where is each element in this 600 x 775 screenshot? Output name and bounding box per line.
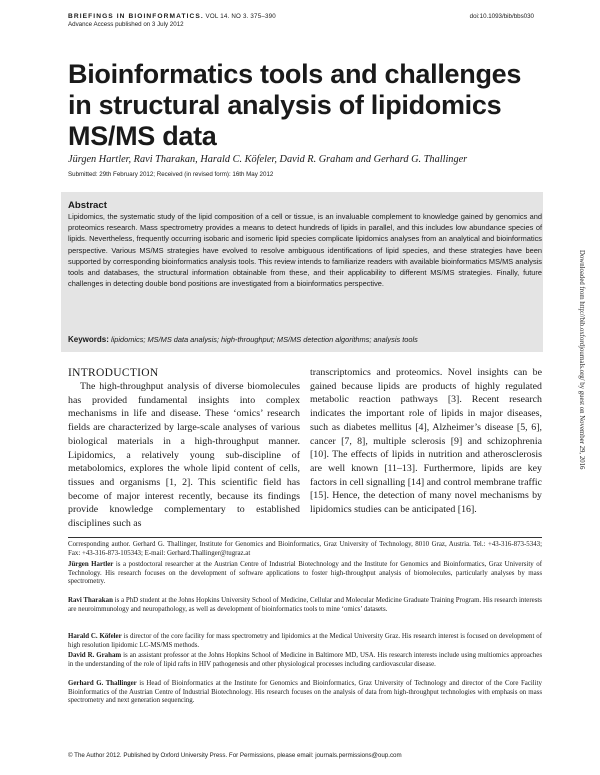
author-bio-name: Jürgen Hartler — [68, 561, 114, 568]
corresponding-author-note: Corresponding author. Gerhard G. Thallinger, Institute for Genomics and Bioinformatics, Graz University of Technology, 8010 Graz, Austria. Tel.: +43-316-873-5343; Fax: +43-316-873-105343; E-mail: Gerhard.Thallinger@tugraz.at — [68, 541, 542, 557]
advance-access-line: Advance Access published on 3 July 2012 — [68, 21, 184, 28]
doi-label: doi:10.1093/bib/bbs030 — [469, 13, 534, 20]
journal-volume: VOL 14. NO 3. 375–390 — [205, 13, 276, 20]
author-bio — [68, 652, 542, 669]
author-bio — [68, 633, 542, 650]
journal-header — [68, 13, 276, 29]
submission-dates: Submitted: 29th February 2012; Received (in revised form): 16th May 2012 — [68, 171, 274, 178]
abstract-heading: Abstract — [68, 200, 107, 211]
journal-name: BRIEFINGS IN BIOINFORMATICS. — [68, 13, 204, 20]
keywords-list: lipidomics; MS/MS data analysis; high-throughput; MS/MS detection algorithms; analysis tools — [110, 335, 418, 344]
introduction-heading: INTRODUCTION — [68, 367, 159, 379]
author-bio-name: Gerhard G. Thallinger — [68, 680, 137, 687]
author-bio — [68, 561, 542, 587]
footnote-divider — [68, 537, 542, 538]
author-bio-text: is an assistant professor at the Johns Hopkins School of Medicine in Baltimore MD, USA. His research interests include using multiomics approaches in the understanding of the role of lipid rafts in HIV pathogenesis and other physiological processes including cardiovascular disease. — [68, 652, 543, 668]
author-bio — [68, 597, 542, 614]
author-bio-text: is Head of Bioinformatics at the Institute for Genomics and Bioinformatics, Graz University of Technology and director of the Core Facility Bioinformatics of the Austrian Centre of Industrial Biotechnology. His research focuses on the analysis of data from high-throughput technologies with emphasis on mass spectrometry and next generation sequencing. — [68, 680, 542, 705]
abstract-text: Lipidomics, the systematic study of the lipid composition of a cell or tissue, is an invaluable complement to knowledge gained by genomics and proteomics research. Mass spectrometry provides a means to detect hundreds of lipids in parallel, and this includes low abundance species of lipids. Nevertheless, frequently occurring isobaric and isomeric lipid species complicate lipidomics analyses from an analytical and bioinformatics perspective. Various MS/MS strategies have evolved to resolve ambiguous identifications of lipid species, and these strategies have been supported by corresponding bioinformatics analysis tools. This review intends to familiarize readers with available bioinformatics MS/MS analysis tools and databases, the structural information obtainable from these, and their applicability to different MS/MS strategies. Finally, future challenges in detecting double bond positions are investigated from a bioinformatics perspective. — [68, 212, 542, 289]
author-bio-name: Ravi Tharakan — [68, 597, 113, 604]
article-title: Bioinformatics tools and challenges in structural analysis of lipidomics MS/MS data — [68, 59, 522, 151]
author-bio-text: is a postdoctoral researcher at the Austrian Centre of Industrial Biotechnology and the Institute for Genomics and Bioinformatics, Graz University of Technology. His research focuses on the development of software applications to foster high-throughput analysis of biomolecules, particularly analyses by mass spectrometry. — [68, 561, 542, 586]
author-bio-name: Harald C. Köfeler — [68, 633, 122, 640]
keywords-line — [68, 335, 542, 344]
author-bio — [68, 680, 542, 706]
download-watermark-text: Downloaded from http://bib.oxfordjournals.org/ by guest on November 29, 2016 — [578, 250, 585, 470]
copyright-notice: © The Author 2012. Published by Oxford University Press. For Permissions, please email: journals.permissions@oup.com — [68, 752, 402, 759]
introduction-column-left: The high-throughput analysis of diverse biomolecules has provided fundamental insights into complex mechanisms in life and disease. These ‘omics’ research fields are characterized by large-scale analyses of various biological materials in a high-throughput manner. Lipidomics, a relatively young sub-discipline of metabolomics, explores the whole lipid content of cells, tissues and organisms [1, 2]. This scientific field has become of major interest recently, because its findings provide knowledge complementary to established disciplines such as — [68, 381, 300, 530]
author-bio-text: is director of the core facility for mass spectrometry and lipidomics at the Medical University Graz. His research interest is focused on development of high resolution lipidomic LC-MS/MS methods. — [68, 633, 542, 649]
keywords-label: Keywords: — [68, 335, 109, 344]
introduction-column-right: transcriptomics and proteomics. Novel insights can be gained because lipids are products of highly regulated metabolic reaction pathways [3]. Recent research indicates the important role of lipids in major diseases, such as diabetes mellitus [4], Alzheimer’s disease [5, 6], cancer [7, 8], multiple sclerosis [9] and schizophrenia [10]. The effects of lipids in nutrition and atherosclerosis are well known [11–13]. Furthermore, lipids are key factors in cell signalling [14] and control membrane traffic [15]. Hence, the detection of many novel mechanisms by lipidomics studies can be anticipated [16]. — [310, 367, 542, 516]
author-bio-text: is a PhD student at the Johns Hopkins University School of Medicine, Cellular and Molecular Medicine Graduate Training Program. His research interests are neuroimmunology and neuropathology, as well as development of bioinformatics tools to mine ‘omics’ datasets. — [68, 597, 542, 613]
author-bio-name: David R. Graham — [68, 652, 122, 659]
author-list: Jürgen Hartler, Ravi Tharakan, Harald C. Köfeler, David R. Graham and Gerhard G. Thallinger — [68, 154, 468, 165]
